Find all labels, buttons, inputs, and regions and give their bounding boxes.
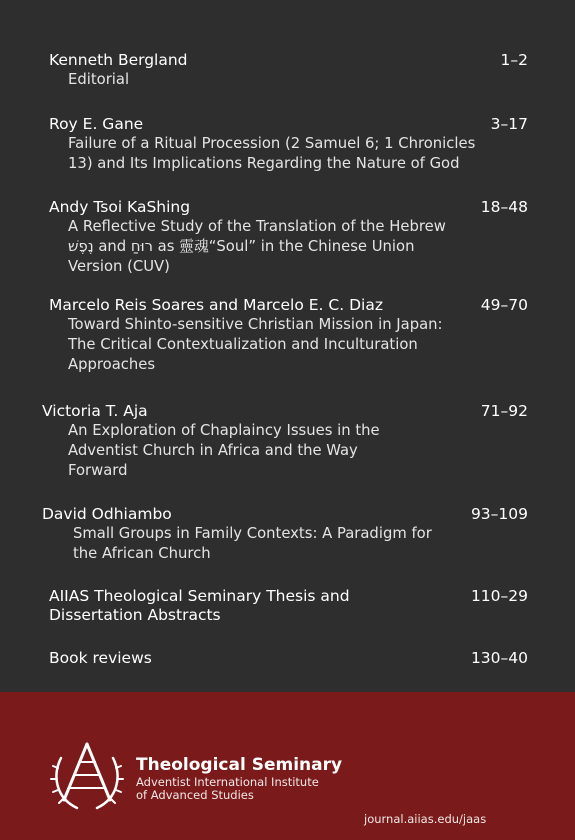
entry-author-line: AIIAS Theological Seminary Thesis and: [49, 587, 350, 605]
toc-entry-aja: [42, 402, 380, 481]
entry-author: Kenneth Bergland: [49, 51, 188, 69]
entry-author: Roy E. Gane: [49, 115, 144, 133]
journal-url-link[interactable]: journal.aiias.edu/jaas: [364, 812, 487, 826]
entry-author: Victoria T. Aja: [42, 402, 148, 420]
entry-title-line: Forward: [68, 462, 128, 479]
entry-title-line: Failure of a Ritual Procession (2 Samuel 6; 1 Chronicles: [68, 135, 476, 152]
entry-title-line: the African Church: [73, 545, 211, 562]
entry-title-line: Toward Shinto-sensitive Christian Mission in Japan:: [68, 316, 443, 333]
toc-entry-thesis-abstracts: [49, 587, 350, 625]
entry-pages: 71–92: [480, 402, 528, 420]
footer: [0, 692, 575, 840]
entry-title-line: Version (CUV): [68, 258, 170, 275]
entry-title: [68, 315, 443, 375]
toc-entry-soares-diaz: [49, 296, 443, 375]
entry-title-line: Small Groups in Family Contexts: A Paradigm for: [73, 525, 432, 542]
org-subtitle: [136, 776, 319, 802]
entry-author: Andy Tsoi KaShing: [49, 198, 191, 216]
entry-title: [68, 134, 475, 174]
org-title: Theological Seminary: [136, 755, 343, 775]
entry-title-line: Approaches: [68, 356, 156, 373]
toc-entry-tsoi: [49, 198, 446, 277]
entry-title-line: The Critical Contextualization and Inculturation: [68, 336, 418, 353]
toc-entry-gane: [49, 115, 475, 174]
toc-entry-bergland: [49, 51, 188, 90]
entry-pages: 110–29: [470, 587, 528, 605]
entry-pages: 93–109: [470, 505, 528, 523]
entry-author: David Odhiambo: [42, 505, 172, 523]
entry-pages: 3–17: [490, 115, 528, 133]
entry-pages: 130–40: [470, 649, 528, 667]
entry-title-line: נֶפֶשׁ and רוּחַ as 靈魂“Soul” in the Chinese Union: [68, 238, 415, 255]
entry-title-line: 13) and Its Implications Regarding the Nature of God: [68, 155, 460, 172]
entry-pages: 49–70: [480, 296, 528, 314]
entry-author: Book reviews: [49, 649, 152, 667]
org-subtitle-line: of Advanced Studies: [136, 788, 254, 802]
entry-pages: 1–2: [500, 51, 528, 69]
entry-pages: 18–48: [480, 198, 528, 216]
toc-entry-book-reviews: [49, 649, 152, 668]
entry-title: [68, 421, 380, 481]
org-subtitle-line: Adventist International Institute: [136, 775, 319, 789]
entry-title: [68, 217, 446, 277]
entry-author-line: Dissertation Abstracts: [49, 606, 221, 624]
entry-title-line: An Exploration of Chaplaincy Issues in the: [68, 422, 380, 439]
entry-title-line: A Reflective Study of the Translation of the Hebrew: [68, 218, 446, 235]
entry-title: Editorial: [68, 71, 130, 88]
entry-author: Marcelo Reis Soares and Marcelo E. C. Diaz: [49, 296, 383, 314]
entry-title: [73, 524, 432, 564]
toc-entry-odhiambo: [42, 505, 432, 564]
entry-title-line: Adventist Church in Africa and the Way: [68, 442, 358, 459]
seminary-logo-icon: [49, 738, 125, 814]
